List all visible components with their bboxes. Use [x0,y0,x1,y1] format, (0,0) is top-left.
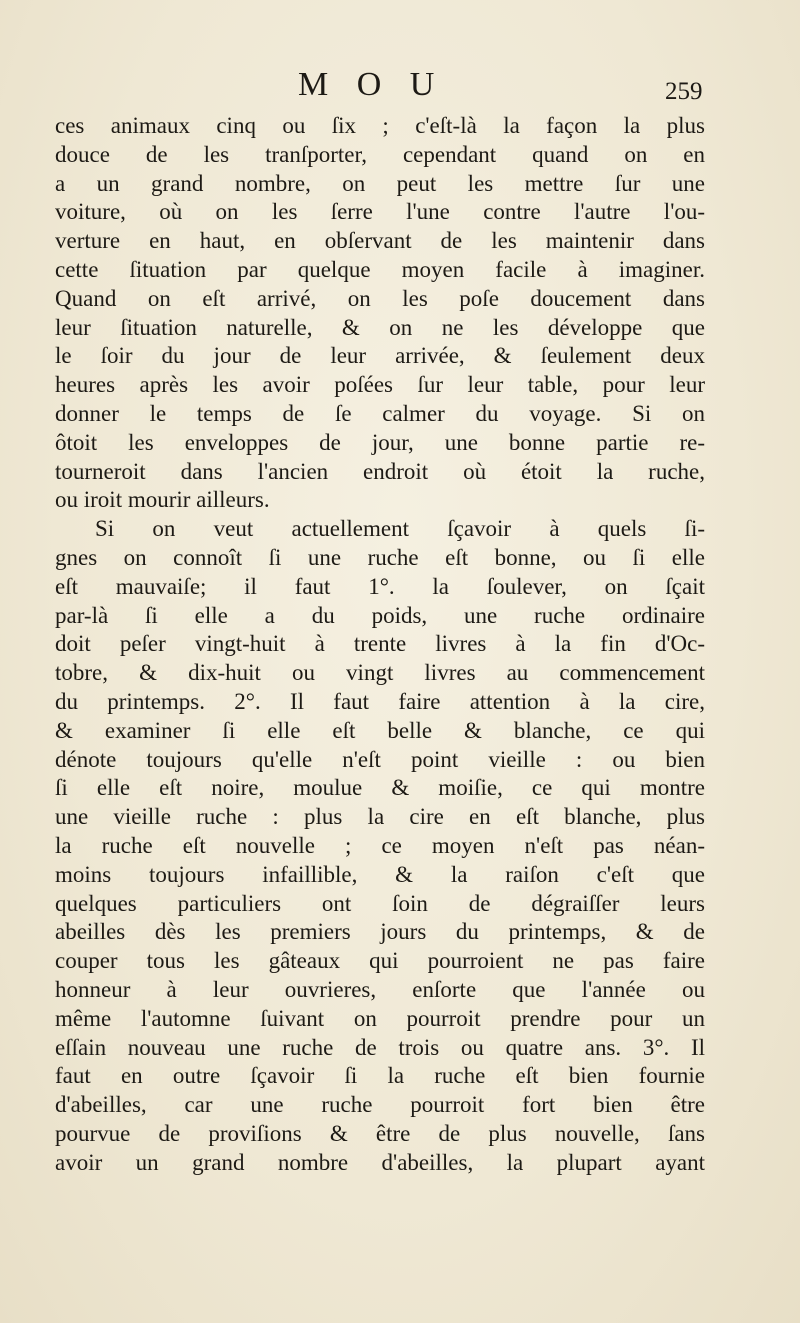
text-line: voiture, où on les ſerre l'une contre l'autre l'ou- [55,199,705,225]
text-line: heures après les avoir poſées ſur leur table, pour leur [55,372,705,398]
text-line: ou iroit mourir ailleurs. [55,487,270,513]
text-line: la ruche eſt nouvelle ; ce moyen n'eſt pas néan- [55,832,705,858]
text-line: eſſain nouveau une ruche de trois ou quatre ans. 3°. Il [55,1034,705,1060]
text-line: avoir un grand nombre d'abeilles, la plupart ayant [55,1149,705,1175]
text-line: même l'automne ſuivant on pourroit prendre pour un [55,1005,705,1031]
running-head: M O U [298,66,445,103]
page-number: 259 [665,78,703,105]
text-line: Quand on eſt arrivé, on les poſe doucement dans [55,285,705,311]
text-line: leur ſituation naturelle, & on ne les développe que [55,314,705,340]
text-line: verture en haut, en obſervant de les maintenir dans [55,228,705,254]
text-line: douce de les tranſporter, cependant quand on en [55,141,705,167]
text-line: cette ſituation par quelque moyen facile à imaginer. [55,256,705,282]
text-line: d'abeilles, car une ruche pourroit fort bien être [55,1092,705,1118]
text-line: eſt mauvaiſe; il faut 1°. la ſoulever, on ſçait [55,573,705,599]
text-line: couper tous les gâteaux qui pourroient ne pas faire [55,948,705,974]
text-line: ôtoit les enveloppes de jour, une bonne partie re- [55,429,705,455]
text-line: par-là ſi elle a du poids, une ruche ordinaire [55,602,705,628]
text-line: ces animaux cinq ou ſix ; c'eſt-là la façon la plus [55,113,705,138]
text-line: une vieille ruche : plus la cire en eſt blanche, plus [55,804,705,830]
text-line: faut en outre ſçavoir ſi la ruche eſt bien fournie [55,1063,705,1089]
text-line: ſi elle eſt noire, moulue & moiſie, ce qui montre [55,775,705,801]
text-line: abeilles dès les premiers jours du printemps, & de [55,919,705,945]
text-line: Si on veut actuellement ſçavoir à quels ſi- [95,516,705,542]
text-line: pourvue de proviſions & être de plus nouvelle, ſans [55,1120,705,1146]
page-header [0,66,800,116]
text-line: du printemps. 2°. Il faut faire attention à la cire, [55,688,705,714]
text-line: donner le temps de ſe calmer du voyage. Si on [55,400,705,426]
text-line: a un grand nombre, on peut les mettre ſur une [55,170,705,196]
text-line: tobre, & dix-huit ou vingt livres au commencement [55,660,705,686]
body-text [55,112,705,1177]
text-line: moins toujours infaillible, & la raiſon c'eſt que [55,861,705,887]
text-line: gnes on connoît ſi une ruche eſt bonne, ou ſi elle [55,544,705,570]
text-line: tourneroit dans l'ancien endroit où étoit la ruche, [55,458,705,484]
text-line: honneur à leur ouvrieres, enſorte que l'année ou [55,976,705,1002]
text-line: dénote toujours qu'elle n'eſt point vieille : ou bien [55,746,705,772]
text-line: doit peſer vingt-huit à trente livres à la fin d'Oc- [55,631,705,657]
text-line: & examiner ſi elle eſt belle & blanche, ce qui [55,717,705,743]
text-line: quelques particuliers ont ſoin de dégraiſſer leurs [55,890,705,916]
text-line: le ſoir du jour de leur arrivée, & ſeulement deux [55,343,705,369]
